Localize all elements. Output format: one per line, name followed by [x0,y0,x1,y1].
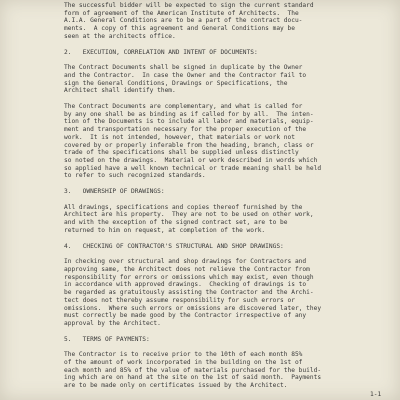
text-line: omissions. Where such errors or omissions are discovered later, they [64,304,322,312]
section-paragraph [64,204,388,235]
section-paragraph [64,64,388,95]
text-line: so applied have a well known technical or trade meaning shall be held [64,164,322,172]
text-line: approving same, the Architect does not relieve the Contractor from [64,265,310,273]
text-line: The Contract Documents are complementary, and what is called for [64,103,303,111]
section-paragraph [64,103,388,180]
text-line: so noted on the drawings. Material or work described in words which [64,156,318,164]
text-line: tect does not thereby assume responsibility for such errors or [64,296,295,304]
text-line: returned to him on request, at completion of the work. [64,226,266,234]
text-line: The successful bidder will be expected to sign the current standard [64,2,314,9]
text-line: covered by or properly inferable from the heading, branch, class or [64,141,314,149]
text-line: seen at the architects office. [64,32,176,40]
text-line: ment and transportation necessary for the proper execution of the [64,126,307,134]
text-line: In checking over structural and shop drawings for Contractors and [64,258,307,266]
text-line: to refer to such recognized standards. [64,172,206,180]
section-heading: 3. OWNERSHIP OF DRAWINGS: [64,188,165,196]
text-line: be regarded as gratuitously assisting the Contractor and the Archi- [64,289,314,297]
intro-paragraph [64,2,388,41]
document-body [64,2,388,398]
text-line: All drawings, specifications and copies thereof furnished by the [64,203,303,211]
text-line: form of agreement of the American Institute of Architects. The [64,9,299,17]
text-line: ing which are on hand at the site on the 1st of said month. Payments [64,374,322,382]
text-line: of the amount of work incorporated in the building on the 1st of [64,359,303,367]
text-line: approval by the Architect. [64,319,161,327]
text-line: each month and 85% of the value of materials purchased for the build- [64,366,322,374]
text-line: The Contractor is to receive prior to the 10th of each month 85% [64,351,303,359]
text-line: must correctly be made good by the Contractor irrespective of any [64,312,307,320]
text-line: by any one shall be as binding as if called for by all. The inten- [64,110,314,118]
text-line: A.I.A. General Conditions are to be a part of the contract docu- [64,17,303,25]
text-line: work. It is not intended, however, that materials or work not [64,133,295,141]
text-line: are to be made only on certificates issued by the Architect. [64,382,288,390]
text-line: Architect are his property. They are not to be used on other work, [64,211,314,219]
page-number: 1-1 [370,391,382,398]
text-line: sign the General Conditions, Drawings or Specifications, the [64,79,288,87]
section-paragraph [64,258,388,327]
section-heading: 2. EXECUTION, CORRELATION AND INTENT OF DOCUMENTS: [64,48,258,56]
text-line: and with the exception of the signed contract set, are to be [64,219,288,227]
section-heading: 5. TERMS OF PAYMENTS: [64,335,150,343]
text-line: in accordance with approved drawings. Checking of drawings is to [64,281,307,289]
text-line: Architect shall identify them. [64,87,176,95]
section-paragraph [64,351,388,390]
text-line: The Contract Documents shall be signed in duplicate by the Owner [64,64,303,72]
text-line: trade of the specifications shall be supplied unless distinctly [64,149,299,157]
text-line: tion of the Documents is to include all labor and materials, equip- [64,118,314,126]
text-line: and the Contractor. In case the Owner and the Contractor fail to [64,71,307,79]
text-line: ments. A copy of this agreement and General Conditions may be [64,25,295,33]
section-heading: 4. CHECKING OF CONTRACTOR'S STRUCTURAL AND SHOP DRAWINGS: [64,242,284,250]
text-line: responsibility for errors or omissions which may exist, even though [64,273,314,281]
